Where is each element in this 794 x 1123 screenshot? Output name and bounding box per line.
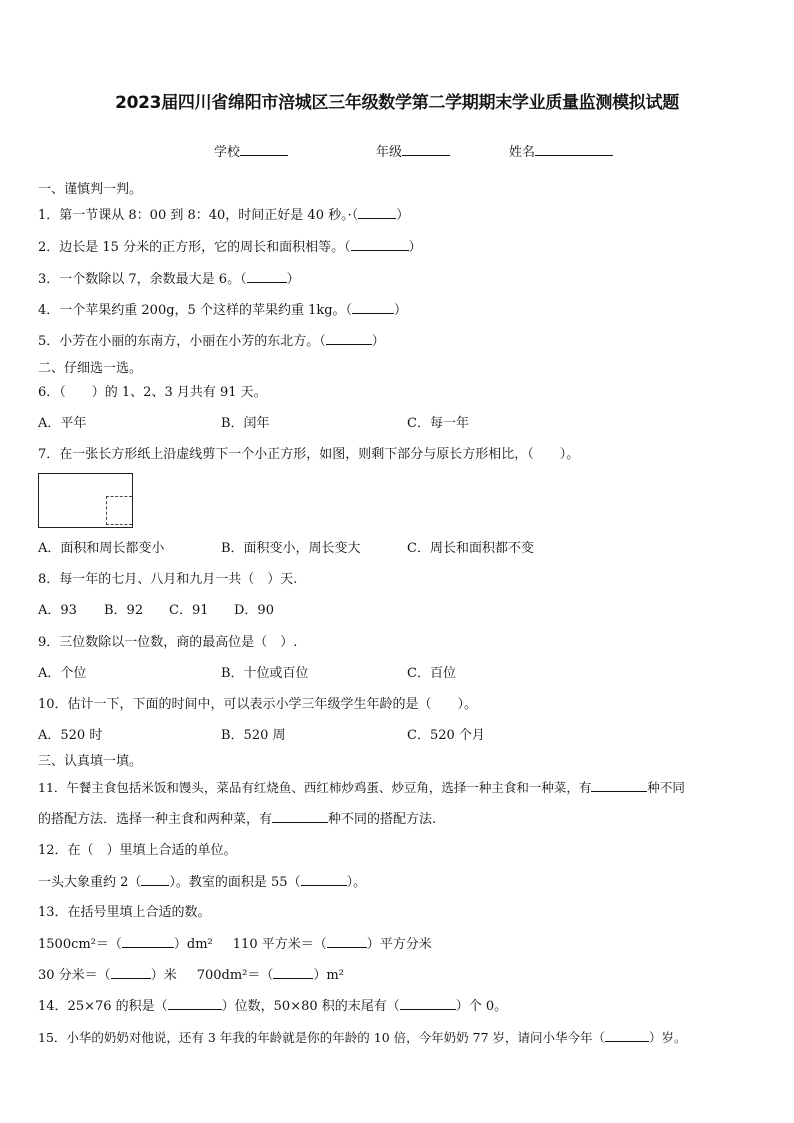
option-b[interactable]: B．520 周 [221, 728, 286, 743]
option-b[interactable]: B．闰年 [221, 416, 270, 431]
grade-field [376, 141, 450, 160]
school-blank[interactable] [240, 143, 288, 156]
section-heading-1: 一、谨慎判一判。 [38, 182, 143, 197]
question-6: 6．（ ）的 1、2、3 月共有 91 天。 [38, 385, 267, 400]
option-c[interactable]: C．周长和面积都不变 [407, 541, 534, 556]
question-4: 4．一个苹果约重 200g，5 个这样的苹果约重 1kg。（ ） [38, 303, 408, 318]
question-12-line-2: 一头大象重约 2（ ）。教室的面积是 55（ ）。 [38, 875, 367, 890]
answer-blank[interactable] [272, 811, 328, 823]
question-14: 14．25×76 的积是（ ）位数，50×80 积的末尾有（ ）个 0。 [38, 999, 508, 1014]
page-title: 2023届四川省绵阳市涪城区三年级数学第二学期期末学业质量监测模拟试题 [115, 93, 679, 113]
option-a[interactable]: A．个位 [38, 666, 87, 681]
answer-blank[interactable] [352, 302, 394, 314]
option-a[interactable]: A．面积和周长都变小 [38, 541, 165, 556]
answer-blank[interactable] [168, 998, 222, 1010]
answer-blank[interactable] [327, 936, 367, 948]
school-label: 学校 [214, 145, 241, 160]
grade-label: 年级 [376, 145, 403, 160]
answer-blank[interactable] [358, 207, 396, 219]
option-c[interactable]: C．91 [169, 603, 209, 618]
answer-blank[interactable] [351, 239, 409, 251]
answer-blank[interactable] [122, 936, 174, 948]
name-label: 姓名 [509, 145, 536, 160]
question-13-line-3: 30 分米＝（ ）米 700dm²＝（ ）m² [38, 968, 344, 983]
answer-blank[interactable] [141, 874, 169, 886]
rectangle-figure [38, 473, 133, 528]
school-field [214, 141, 288, 160]
option-d[interactable]: D．90 [234, 603, 274, 618]
question-7: 7．在一张长方形纸上沿虚线剪下一个小正方形，如图，则剩下部分与原长方形相比，（ ）。 [38, 447, 580, 462]
question-9: 9．三位数除以一位数，商的最高位是（ ）. [38, 635, 298, 650]
option-a[interactable]: A．520 时 [38, 728, 103, 743]
option-b[interactable]: B．92 [104, 603, 144, 618]
section-heading-3: 三、认真填一填。 [38, 754, 143, 769]
dashed-square [106, 496, 132, 525]
question-10: 10．估计一下，下面的时间中，可以表示小学三年级学生年龄的是（ ）。 [38, 697, 478, 712]
name-field [509, 141, 613, 160]
option-a[interactable]: A．93 [38, 603, 77, 618]
answer-blank[interactable] [247, 271, 287, 283]
question-5: 5．小芳在小丽的东南方，小丽在小芳的东北方。（ ） [38, 334, 385, 349]
question-1: 1．第一节课从 8：00 到 8：40，时间正好是 40 秒。·（ ） [38, 208, 410, 223]
section-heading-2: 二、仔细选一选。 [38, 361, 143, 376]
answer-blank[interactable] [111, 967, 151, 979]
answer-blank[interactable] [605, 1030, 649, 1042]
name-blank[interactable] [535, 143, 613, 156]
option-c[interactable]: C．520 个月 [407, 728, 485, 743]
option-a[interactable]: A．平年 [38, 416, 87, 431]
answer-blank[interactable] [273, 967, 313, 979]
option-b[interactable]: B．十位或百位 [221, 666, 309, 681]
question-13-line-2: 1500cm²＝（ ）dm² 110 平方米＝（ ）平方分米 [38, 937, 432, 952]
question-8: 8．每一年的七月、八月和九月一共（ ）天. [38, 572, 298, 587]
answer-blank[interactable] [400, 998, 456, 1010]
question-12: 12．在（ ）里填上合适的单位。 [38, 843, 237, 858]
answer-blank[interactable] [591, 780, 647, 792]
question-3: 3．一个数除以 7，余数最大是 6。（ ） [38, 272, 300, 287]
answer-blank[interactable] [301, 874, 347, 886]
option-b[interactable]: B．面积变小，周长变大 [221, 541, 361, 556]
question-11-line-2: 的搭配方法．选择一种主食和两种菜，有 种不同的搭配方法. [38, 812, 437, 827]
question-11-line-1: 11．午餐主食包括米饭和馒头，菜品有红烧鱼、西红柿炒鸡蛋、炒豆角，选择一种主食和一种菜，有 种不同 [38, 780, 685, 795]
question-13: 13．在括号里填上合适的数。 [38, 905, 211, 920]
option-c[interactable]: C．百位 [407, 666, 456, 681]
option-c[interactable]: C．每一年 [407, 416, 469, 431]
answer-blank[interactable] [326, 333, 372, 345]
grade-blank[interactable] [402, 143, 450, 156]
question-2: 2．边长是 15 分米的正方形，它的周长和面积相等。（ ） [38, 240, 422, 255]
question-15: 15．小华的奶奶对他说，还有 3 年我的年龄就是你的年龄的 10 倍，今年奶奶 77 岁，请问小华今年（ ）岁。 [38, 1030, 687, 1045]
